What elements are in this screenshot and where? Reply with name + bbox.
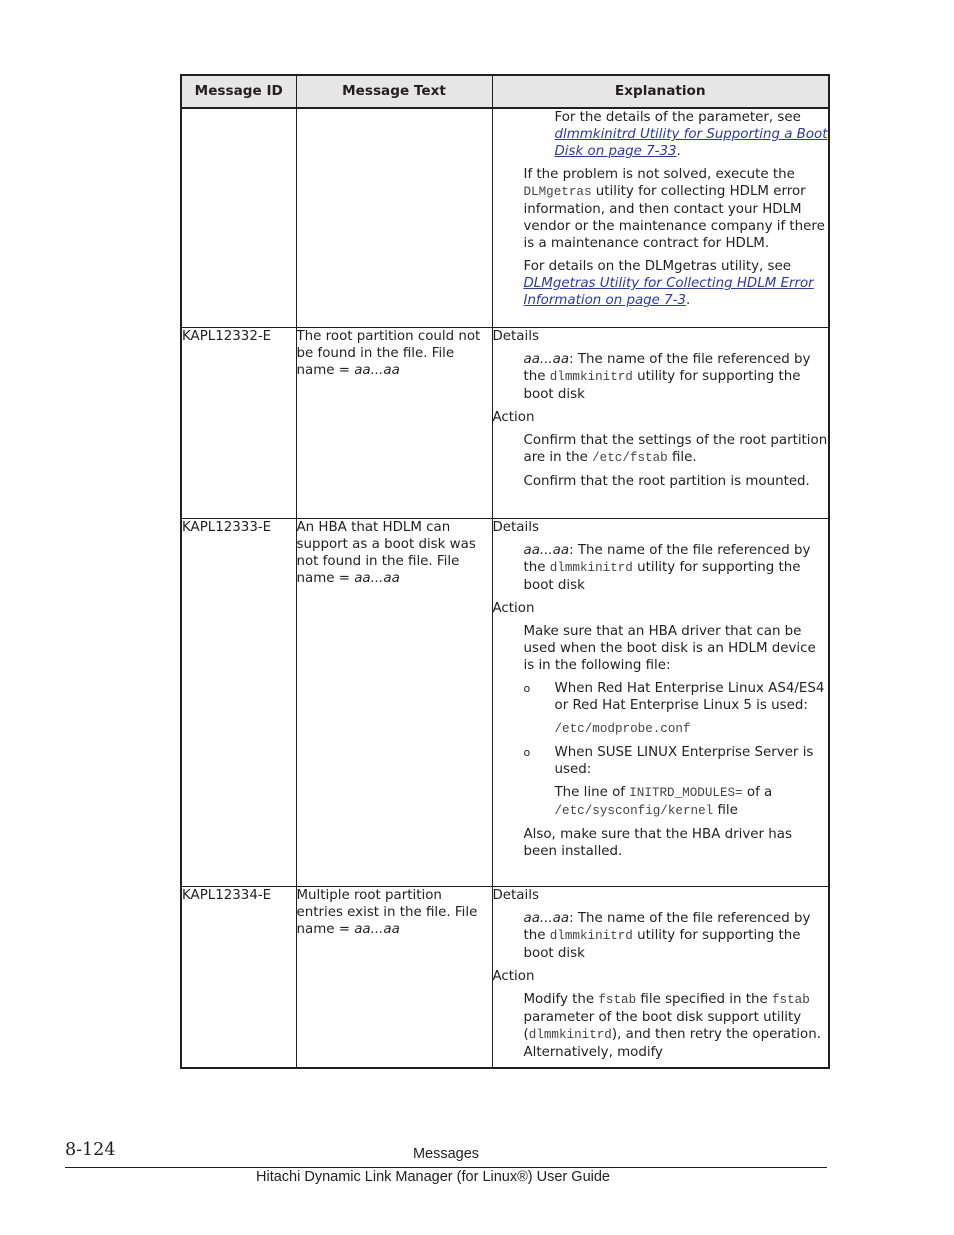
code-etc-modprobe-conf: /etc/modprobe.conf [554,721,691,736]
bullet-item: o When SUSE LINUX Enterprise Server is used: [523,744,814,777]
footer-guide-title: Hitachi Dynamic Link Manager (for Linux®) User Guide [256,1169,610,1185]
code-dlmgetras: DLMgetras [523,185,592,199]
explanation-cell [492,518,829,886]
details-heading: Details [492,519,539,535]
message-id-cell: KAPL12334-E [181,886,296,1068]
parameter-note: For the details of the parameter, see dlmmkinitrd Utility for Supporting a Boot Disk on page 7-33. [554,110,828,159]
table-row [181,518,829,886]
bullet-item: o When Red Hat Enterprise Linux AS4/ES4 or Red Hat Enterprise Linux 5 is used: [523,680,825,713]
code-etc-sysconfig-kernel: /etc/sysconfig/kernel [554,803,714,818]
message-id-cell: KAPL12332-E [181,327,296,518]
footer-divider [65,1167,827,1168]
explanation-cell [492,327,829,518]
message-id-cell: KAPL12333-E [181,518,296,886]
action-text: Make sure that an HBA driver that can be used when the boot disk is an HDLM device is in the following file: [523,623,816,673]
details-heading: Details [492,887,539,903]
details-heading: Details [492,328,539,344]
message-text-cell: Multiple root partition entries exist in the file. File name = aa...aa [296,886,492,1068]
code-dlmmkinitrd: dlmmkinitrd [549,560,633,575]
code-dlmmkinitrd: dlmmkinitrd [549,928,633,943]
explanation-cell [492,886,829,1068]
action-heading: Action [492,409,535,425]
header-message-id: Message ID [181,75,296,108]
code-initrd-modules: INITRD_MODULES= [629,785,743,800]
action-text: Confirm that the settings of the root partition are in the /etc/fstab file. [523,432,828,465]
code-etc-fstab: /etc/fstab [592,450,668,465]
link-dlmmkinitrd-utility[interactable]: dlmmkinitrd Utility for Supporting a Boot Disk on page 7-33 [554,127,828,159]
message-id-cell [181,108,296,327]
header-message-text: Message Text [296,75,492,108]
bullet-code [555,720,829,738]
bullet-detail: The line of INITRD_MODULES= of a /etc/sysconfig/kernel file [554,784,773,818]
table-row [181,108,829,327]
header-explanation: Explanation [492,75,829,108]
link-dlmgetras-utility[interactable]: DLMgetras Utility for Collecting HDLM Error Information on page 7-3 [523,276,814,308]
details-text: aa...aa: The name of the file referenced by the dlmmkinitrd utility for supporting the boot disk [523,542,811,593]
code-fstab: fstab [772,992,810,1007]
footer-section-title: Messages [412,1146,480,1162]
problem-not-solved-note: If the problem is not solved, execute the DLMgetras utility for collecting HDLM error information, and then contact your HDLM vendor or the maintenance company if there is a maintenance contract for HDLM. [523,167,825,251]
bullet-icon: o [523,745,531,759]
code-dlmmkinitrd: dlmmkinitrd [528,1027,612,1042]
table-header-row [181,75,829,108]
message-text-cell: An HBA that HDLM can support as a boot disk was not found in the file. File name = aa...aa [296,518,492,886]
details-text: aa...aa: The name of the file referenced by the dlmmkinitrd utility for supporting the boot disk [523,351,811,402]
page-number: 8-124 [65,1140,116,1160]
code-dlmmkinitrd: dlmmkinitrd [549,369,633,384]
dlmgetras-details-note: For details on the DLMgetras utility, see DLMgetras Utility for Collecting HDLM Error Information on page 7-3. [523,259,814,308]
explanation-cell [492,108,829,327]
messages-table [180,74,830,1069]
action-text: Modify the fstab file specified in the fstab parameter of the boot disk support utility (dlmmkinitrd), and then retry the operation. Alternatively, modify [523,991,821,1060]
message-text-cell [296,108,492,327]
action-heading: Action [492,968,535,984]
action-text: Also, make sure that the HBA driver has been installed. [523,826,792,859]
table-row [181,327,829,518]
code-fstab: fstab [598,992,637,1007]
details-text: aa...aa: The name of the file referenced by the dlmmkinitrd utility for supporting the boot disk [523,910,811,961]
action-heading: Action [492,600,535,616]
message-text-cell: The root partition could not be found in the file. File name = aa...aa [296,327,492,518]
table-row [181,886,829,1068]
bullet-icon: o [523,681,531,695]
action-text: Confirm that the root partition is mounted. [523,473,810,489]
